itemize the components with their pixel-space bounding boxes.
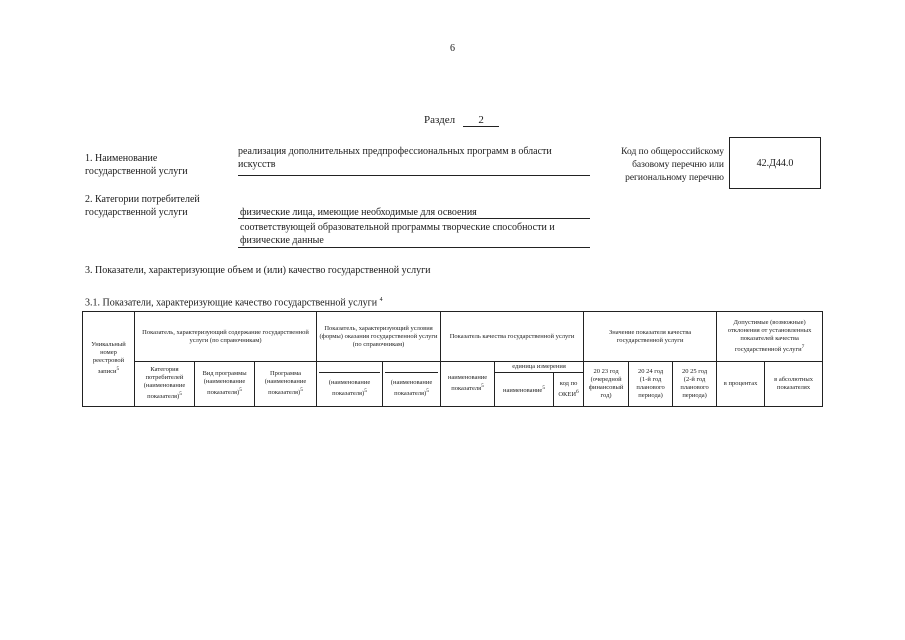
- col-program-type-sub: (наименование показателя)$^5$: [203, 378, 246, 397]
- code-label: [600, 146, 724, 185]
- col-category-title: Категория потребителей: [145, 366, 184, 382]
- year-1-bottom: (очередной финансовый год): [588, 376, 624, 399]
- item2-value-line2: соответствующей образовательной программы творческие способности и: [240, 222, 555, 233]
- col-indicator-name: наименование показателя$^5$: [441, 362, 495, 407]
- footnote: 7: [801, 343, 805, 350]
- item2-underline: [238, 247, 590, 248]
- header-deviation-text: Допустимые (возможные) отклонения от установленных показателей качества государственной услуги: [727, 318, 812, 354]
- col-category-sub: (наименование показателя)$^5$: [143, 382, 186, 401]
- item1-value-line: реализация дополнительных предпрофессиональных программ в области: [238, 146, 552, 157]
- col-year-1: [584, 362, 629, 407]
- item2-label-line: государственной услуги: [85, 207, 188, 218]
- footnote: 5: [116, 366, 120, 373]
- col-program-type: [195, 362, 255, 407]
- item3-heading: 3. Показатели, характеризующие объем и (или) качество государственной услуги: [85, 265, 431, 276]
- col-condition-1: [317, 362, 383, 407]
- year-3-top: 20 25 год: [682, 368, 708, 375]
- item2-label: [85, 193, 235, 219]
- quality-indicators-table: [82, 311, 823, 407]
- item31-text: 3.1. Показатели, характеризующие качество государственной услуги: [85, 297, 378, 309]
- col-program-type-title: Вид программы: [202, 370, 247, 378]
- year-2-top: 20 24 год: [638, 368, 664, 375]
- col-unit-code: код по ОКЕИ$^6$: [554, 373, 584, 407]
- header-unique-text: Уникальный номер реестровой записи: [91, 341, 126, 376]
- code-box: [729, 137, 821, 189]
- section-label: Раздел: [424, 114, 456, 126]
- item1-label-line: 1. Наименование: [85, 153, 158, 164]
- item1-underline: [238, 175, 590, 176]
- col-condition-2: [383, 362, 441, 407]
- item2-value-line3: физические данные: [240, 235, 324, 246]
- col-deviation-percent: в процентах: [717, 362, 765, 407]
- item2-label-line: 2. Категории потребителей: [85, 194, 200, 205]
- col-deviation-absolute: в абсолютных показателях: [765, 362, 823, 407]
- col-unit: единица измерения: [495, 362, 584, 373]
- year-2-bottom: (1-й год планового периода): [636, 376, 665, 399]
- blank-line: [319, 372, 380, 373]
- item1-label-line: государственной услуги: [85, 166, 188, 177]
- year-3-bottom: (2-й год планового периода): [680, 376, 709, 399]
- header-content: Показатель, характеризующий содержание государственной услуги (по справочникам): [135, 312, 317, 362]
- col-condition-1-sub: (наименование показателя)$^5$: [328, 378, 371, 398]
- section-number: 2: [463, 114, 499, 127]
- item31-footnote: 4: [379, 297, 383, 303]
- header-deviation: [717, 312, 823, 362]
- year-1-top: 20 23 год: [593, 368, 619, 375]
- blank-line: [385, 372, 438, 373]
- header-quality: Показатель качества государственной услуги: [441, 312, 584, 362]
- code-label-line: базовому перечню или: [632, 160, 724, 170]
- item1-value-line: искусств: [238, 159, 276, 170]
- code-value: 42.Д44.0: [756, 157, 794, 169]
- col-program-title: Программа: [269, 370, 302, 378]
- col-category: [135, 362, 195, 407]
- col-program: [255, 362, 317, 407]
- item1-value: [238, 145, 590, 171]
- col-year-3: [673, 362, 717, 407]
- item1-label: [85, 152, 235, 178]
- col-program-sub: (наименование показателя)$^5$: [264, 378, 307, 397]
- item2-value-line1: физические лица, имеющие необходимые для освоения: [240, 207, 477, 218]
- header-values: Значение показателя качества государственной услуги: [584, 312, 717, 362]
- col-condition-2-sub: (наименование показателя)$^5$: [390, 378, 433, 398]
- code-label-line: региональному перечню: [625, 173, 724, 183]
- code-label-line: Код по общероссийскому: [621, 147, 724, 157]
- item31-heading: [85, 294, 605, 309]
- section-heading: [424, 114, 499, 127]
- page-number: 6: [450, 43, 455, 54]
- item2-underline: [238, 218, 590, 219]
- header-conditions: Показатель, характеризующий условия (формы) оказания государственной услуги (по справочникам): [317, 312, 441, 362]
- col-year-2: [629, 362, 673, 407]
- col-unit-name: наименование$^5$: [495, 373, 554, 407]
- header-unique-number: [83, 312, 135, 407]
